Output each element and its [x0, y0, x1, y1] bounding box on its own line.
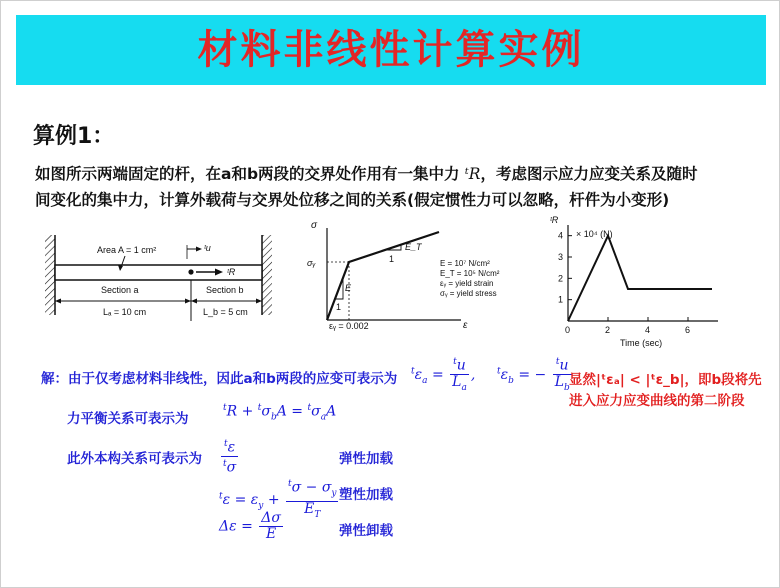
eps-y-value: εᵧ = 0.002	[329, 321, 369, 331]
x-tick-label: 2	[605, 325, 611, 335]
slope-one-b: 1	[389, 254, 395, 264]
force-symbol: ᵗR	[464, 165, 481, 183]
plastic-loading-equation: $^t\varepsilon = \varepsilon_y$ + $\frac{^t\sigma - \sigma_y}{E_T}$	[219, 479, 337, 521]
section-a-label: Section a	[101, 285, 139, 295]
y-axis-label: ᵗR	[550, 215, 559, 225]
right-wall	[262, 235, 272, 315]
stress-strain-figure	[301, 216, 531, 336]
x-tick-label: 0	[565, 325, 571, 335]
note-line1: 显然|ᵗεₐ| < |ᵗε_b|，即b段将先	[569, 372, 762, 388]
section-b-label: Section b	[206, 285, 244, 295]
length-a-label: Lₐ = 10 cm	[103, 307, 147, 317]
problem-line1-before: 如图所示两端固定的杆，在a和b两段的交界处作用有一集中力	[35, 165, 460, 183]
displacement-label: ᵗu	[204, 243, 211, 253]
length-b-label: L_b = 5 cm	[203, 307, 248, 317]
legend-eps-y: εᵧ = yield strain	[440, 279, 494, 288]
y-tick-label: 2	[558, 273, 564, 284]
legend-sigma-y: σᵧ = yield stress	[440, 289, 497, 298]
bar-figure	[41, 231, 276, 331]
y-tick-label: 1	[558, 294, 564, 305]
strain-a-equation: $^t\varepsilon_a$ = $\frac{^tu}{L_a}$ ,	[411, 357, 476, 393]
note-line2: 进入应力应变曲线的第二阶段	[569, 393, 745, 409]
elastic-loading-label: 弹性加载	[339, 451, 393, 467]
slope-one-a: 1	[336, 302, 342, 312]
stress-strain-curve	[327, 232, 439, 320]
area-label: Area A = 1 cm²	[97, 245, 157, 255]
left-wall	[45, 235, 55, 315]
equilibrium-label: 力平衡关系可表示为	[67, 411, 189, 427]
equilibrium-equation: $^tR + ^t\sigma_bA = ^t\sigma_aA$	[223, 403, 337, 423]
slope-e-label: E	[345, 283, 352, 293]
load-series-line	[568, 236, 712, 321]
elastic-unloading-equation: Δε = $\frac{\Delta\sigma}{E}$	[219, 510, 281, 542]
legend-et: E_T = 10⁵ N/cm²	[440, 269, 500, 278]
slope-et-label: E_T	[405, 242, 422, 252]
example-heading: 算例1：	[33, 124, 115, 149]
title-bar	[16, 15, 766, 85]
legend-e: E = 10⁷ N/cm²	[440, 259, 490, 268]
x-tick-label: 6	[685, 325, 691, 335]
note	[569, 370, 762, 412]
x-tick-label: 4	[645, 325, 651, 335]
problem-line1-after: ，考虑图示应力应变关系及随时	[480, 165, 698, 183]
elastic-loading-equation: $\frac{^t\varepsilon}{^t\sigma}$	[223, 439, 237, 476]
sigma-axis-label: σ	[311, 220, 318, 231]
y-tick-label: 3	[558, 252, 564, 262]
slide-title: 材料非线性计算实例	[197, 27, 585, 73]
problem-statement	[35, 161, 755, 213]
x-axis-label: Time (sec)	[620, 338, 663, 348]
elastic-unloading-label: 弹性卸载	[339, 523, 393, 539]
epsilon-axis-label: ε	[463, 320, 468, 331]
constitutive-label: 此外本构关系可表示为	[67, 451, 202, 467]
y-unit-label: × 10⁴ (N)	[576, 229, 613, 239]
sigma-y-label: σᵧ	[307, 258, 316, 268]
problem-line2: 间变化的集中力，计算外载荷与交界处位移之间的关系(假定惯性力可以忽略，杆件为小变形)	[35, 191, 670, 209]
load-point	[188, 269, 193, 274]
load-time-chart	[546, 211, 731, 351]
plastic-loading-label: 塑性加载	[339, 487, 393, 503]
strain-b-equation: $^t\varepsilon_b$ = − $\frac{^tu}{L_b}$	[497, 357, 570, 393]
y-tick-label: 4	[558, 230, 564, 241]
solution-intro: 解：由于仅考虑材料非线性，因此a和b两段的应变可表示为	[41, 371, 398, 387]
force-label: ᵗR	[227, 267, 236, 277]
